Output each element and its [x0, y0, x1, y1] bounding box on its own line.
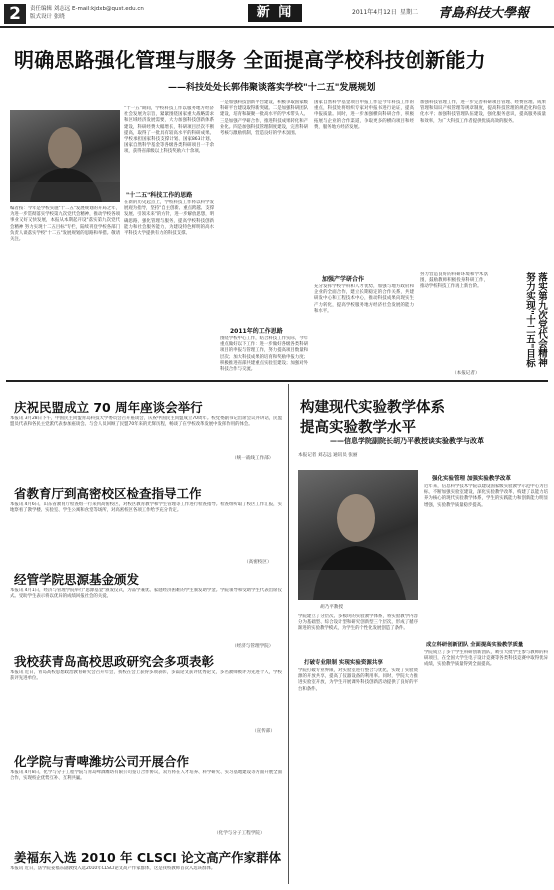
right-subheadline: ——信息学院副院长胡乃平教授谈实验教学与改革 [330, 437, 484, 445]
right-subhead-2: 打破专业限制 实现实验资源共享 [304, 660, 383, 666]
lead-col3-text-2: 围绕学校中心工作，结合科技工作实际，今年重点做好以下工作：进一步做好各级各类科研项目的申报与管理工作，努力提高项目数量和层次；加大科技成果的培育和奖励申报力度；积极推进省部共建重点实验室建设；加强对外科技合作与交流。 [220, 336, 308, 373]
article-headline-1: 庆祝民盟成立 70 周年座谈会举行 [14, 400, 203, 415]
article-sign-3: （经济与管理学院） [232, 644, 274, 649]
right-text-4: 学院成立了多个学生科研创新团队，吸引大批学生参与教师的科研项目，在全国大学生电子设计竞赛等各类科技竞赛中取得优异成绩，实验教学质量得到全面提高。 [424, 650, 548, 668]
editor-line-2: 版式设计 张晓 [30, 14, 65, 20]
right-subhead-1: 强化实验管理 加强实验教学改革 [432, 476, 511, 482]
lead-col4-subhead: 加强产学研合作 [322, 276, 365, 283]
issue-date: 2011年4月12日 [352, 9, 397, 16]
lead-col1-text: 编者按：今年是学校实施"十二五"发展规划的开局之年，为进一步贯彻落实学校第九次党代会精神，推动学校各项事业又好又快发展，本报从本期起开设"落实第九次党代会精神 努力实现十二五目标"专栏，陆续刊登学校各部门负责人谈落实学校"十二五"发展规划的思路和举措。敬请关注。 [10, 206, 120, 243]
right-photo [298, 470, 418, 600]
header-rule [0, 26, 554, 28]
lead-col4-text-2: 充分发挥学校学科和人才优势，加强与地方政府和企业的全面合作，建立长期稳定的合作关系，共建研发中心和工程技术中心，推动科技成果向现实生产力转化，提高学校服务地方经济社会发展的能力和水平。 [314, 284, 414, 314]
article-headline-3: 经管学院思源基金颁发 [14, 572, 140, 587]
article-text-1: 本报讯 3月28日下午，中国民主同盟青岛科技大学委员会召开座谈会，庆祝中国民主同盟成立70周年。校党委副书记出席会议并讲话，民盟盟员代表和各民主党派代表参加座谈会。与会人员回顾了民盟70年来的光辉历程，畅谈了在学校改革发展中发挥作用的体会。 [10, 416, 282, 428]
article-sign-1: （统一战线工作部） [232, 456, 274, 461]
editor-line: 责任编辑 刘志远 E-mail:kjdxb@qust.edu.cn [30, 6, 144, 12]
lead-subheadline: ——科技处处长郭伟聚谈落实学校"十二五"发展规划 [168, 83, 376, 93]
lead-signature: （本报记者） [452, 371, 480, 376]
photo-caption: 胡乃平教授 [320, 605, 343, 610]
section-divider [6, 380, 548, 382]
lead-headline: 明确思路强化管理与服务 全面提高学校科技创新能力 [14, 48, 486, 72]
column-divider [288, 384, 289, 884]
article-headline-5: 化学院与青啤潍坊公司开展合作 [14, 754, 190, 769]
column-slogan: 落实第九次党代会精神 努力实现"十二五"目标 [524, 272, 547, 368]
right-headline-line2: 提高实验教学水平 [300, 420, 416, 436]
lead-col2-text: "十一五"期间，学校科技工作以服务地方经济社会发展为宗旨，紧紧围绕国家重大战略需求和区域经济发展需要，大力加强科技创新体系建设，科研经费大幅增长，科研项目层次不断提高，取得了一批具有较高水平的科研成果。学校承担国家科技支撑计划、国家863计划、国家自然科学基金等各级各类科研项目一千余项，获得省部级以上科技奖励六十余项。 [124, 106, 214, 155]
lead-col4-text: 国家自然科学基金项目申报工作是今年科技工作的重点，科技处将组织专家对申报书进行论证，提高申报质量。同时，进一步加强横向科研合作，积极拓展与企业的合作渠道，争取更多的横向项目和经费，服务地方经济发展。 [314, 100, 414, 130]
article-text-5: 本报讯 4月8日，化学与分子工程学院与青岛啤酒潍坊有限公司签订合作协议，双方将在人才培养、科学研究、实习基地建设等方面开展全面合作，实现校企优势互补、互利共赢。 [10, 770, 282, 782]
article-text-3: 本报讯 4月1日，经济与管理学院举行"思源基金"颁发仪式，为品学兼优、家庭经济困难的学生颁发助学金。学院领导和受助学生代表出席仪式。受助学生表示将以优异的成绩回报社会的关爱。 [10, 588, 282, 600]
lead-col2-subhead: "十二五"科技工作的思路 [126, 192, 193, 199]
page-number: 2 [4, 4, 26, 24]
article-text-6: 本报讯 近日，法学院姜福东副教授入选2010年CLSCI论文高产作家群体，这是我校教师首次入选该群体。 [10, 866, 216, 871]
lead-col5-text: 加强科技管理工作，进一步完善科研项目管理、经费管理、成果管理和知识产权管理等规章制度，提高科技管理的规范化和信息化水平；加强科技管理队伍建设，强化服务意识，提高服务质量和效率，为广大科技工作者提供优质高效的服务。 [420, 100, 546, 124]
lead-col2-text-2: 在新的历史起点上，学校科技工作将以科学发展观为指导，坚持"自主创新、重点跨越、支撑发展、引领未来"的方针，进一步解放思想，明确思路，强化管理与服务，提高学校科技创新能力和社会服务能力，为建设特色鲜明的高水平科技大学提供有力的科技支撑。 [124, 200, 214, 237]
lead-photo [10, 110, 120, 202]
right-text-2: 学院建立了分层次、多模块的实验教学体系，将实验教学内容分为基础型、综合设计型和研究创新型三个层次，形成了循序渐进的实验教学模式，为学生的个性化发展创造了条件。 [298, 614, 418, 632]
lead-col3-text: 一是加强科技创新平台建设，积极争取国家级科研平台建设取得新突破。二是加强科研团队建设，培育和凝聚一批高水平的学术带头人。三是加强产学研合作，推进科技成果转化和产业化。四是加强科技管理制度建设，完善科研考核与激励机制，营造良好的学术氛围。 [220, 100, 308, 137]
article-sign-2: （高密校区） [244, 560, 272, 565]
article-headline-2: 省教育厅到高密校区检查指导工作 [14, 486, 202, 501]
article-text-4: 本报讯 近日，青岛高校思想政治教育研究会召开年会，我校在会上获得多项表彰，多篇论文获评优秀论文，多名教师被评为先进个人，学校获评先进单位。 [10, 670, 282, 682]
article-headline-4: 我校获青岛高校思政研究会多项表彰 [14, 654, 215, 669]
right-headline-line1: 构建现代实验教学体系 [300, 400, 445, 416]
article-text-2: 本报讯 4月6日，山东省教育厅检查组一行来到高密校区，对校区教育教学和学生管理等工作进行检查指导。检查组听取了校区工作汇报，实地察看了教学楼、实验室、学生公寓和食堂等场所，对高密校区各项工作给予充分肯定。 [10, 502, 282, 514]
right-text-1: 近年来，信息科学技术学院以建设国家级实验教学示范中心为目标，不断加强实验室建设，深化实验教学改革，构建了以能力培养为核心的现代实验教学体系，学生的实践能力和创新能力明显增强，实验教学质量稳步提高。 [424, 484, 548, 508]
right-byline: 本报记者 刘志远 通讯员 张丽 [298, 453, 358, 458]
article-sign-4: （宣传部） [252, 729, 275, 734]
right-text-3: 学院打破专业界限，对实验室进行整合与优化，实现了实验资源的开放共享，提高了仪器设备的利用率。同时，学院大力推进实验室开放，为学生开展课外科技创新活动提供了良好的平台和条件。 [298, 668, 418, 692]
lead-col5-text-2: 努力营造良好的科研环境和学术氛围，鼓励教师积极投身科研工作，推动学校科技工作再上新台阶。 [420, 272, 488, 290]
portrait-graphic [298, 470, 418, 600]
portrait-graphic [10, 110, 120, 202]
article-headline-6: 姜福东入选 2010 年 CLSCI 论文高产作家群体 [14, 850, 282, 865]
section-name: 新 闻 [248, 4, 302, 22]
newspaper-masthead: 青島科技大學報 [438, 6, 530, 21]
issue-weekday: 星期二 [400, 9, 419, 16]
right-subhead-3: 成立科研创新团队 全面提高实验教学质量 [426, 642, 524, 648]
lead-col3-subhead: 2011年的工作思路 [230, 328, 283, 335]
article-sign-5: （化学与分子工程学院） [214, 831, 265, 836]
